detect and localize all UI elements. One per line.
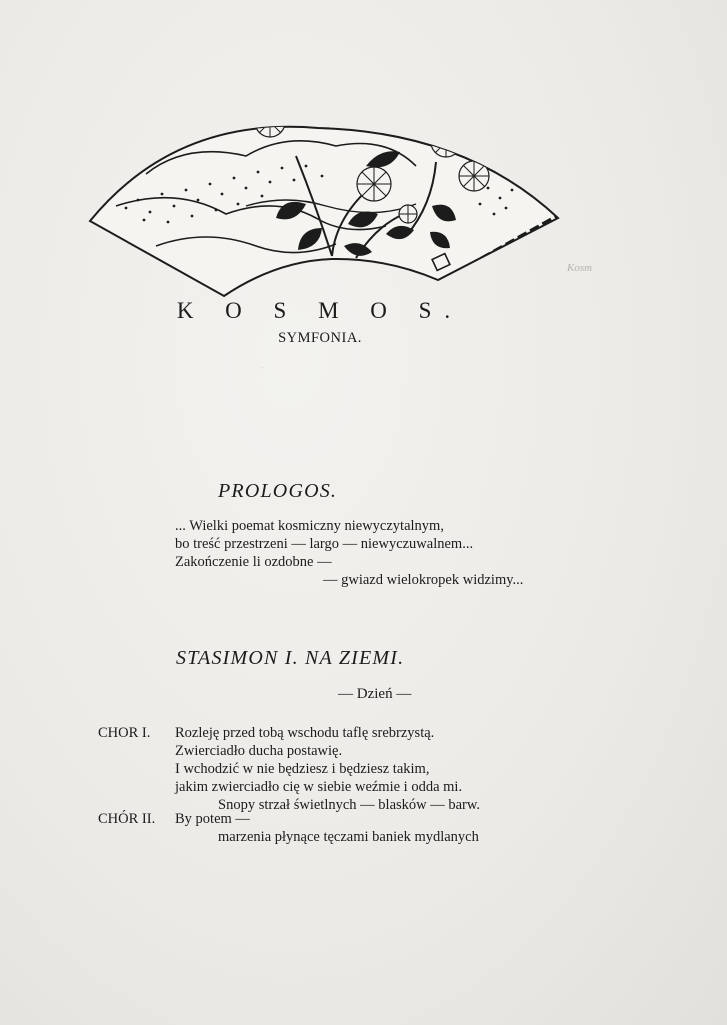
stasimon-heading: STASIMON I. NA ZIEMI.	[176, 647, 405, 669]
page-title: K O S M O S.	[176, 298, 464, 323]
prologos-line: Zakończenie li ozdobne —	[175, 554, 332, 570]
speaker-chor-2: CHÓR II.	[98, 811, 156, 827]
verse-line: Zwierciadło ducha postawię.	[175, 743, 343, 759]
prologos-heading: PROLOGOS.	[218, 480, 338, 502]
verse-line: I wchodzić w nie będziesz i będziesz takim,	[175, 761, 430, 777]
speaker-chor-1: CHOR I.	[98, 725, 151, 741]
pencil-note: Kosm	[567, 262, 593, 274]
verse-line: By potem —	[175, 811, 250, 827]
verse-line: Rozleję przed tobą wschodu taflę srebrzystą.	[175, 725, 435, 741]
stasimon-subheading: — Dzień —	[338, 686, 412, 702]
prologos-line: bo treść przestrzeni — largo — niewyczuwalnem...	[175, 536, 474, 552]
verse-line: jakim zwierciadło cię w siebie weźmie i odda mi.	[175, 779, 463, 795]
prologos-line: ... Wielki poemat kosmiczny niewyczytalnym,	[175, 518, 444, 534]
verse-line: marzenia płynące tęczami baniek mydlanych	[218, 829, 479, 845]
verse-line: Snopy strzał świetlnych — blasków — barw.	[218, 797, 481, 813]
bleed-through-text: ·	[260, 360, 265, 375]
chrysanthemum-fan-icon	[86, 96, 562, 301]
page-subtitle: SYMFONIA.	[278, 330, 362, 346]
prologos-line: — gwiazd wielokropek widzimy...	[323, 572, 524, 588]
